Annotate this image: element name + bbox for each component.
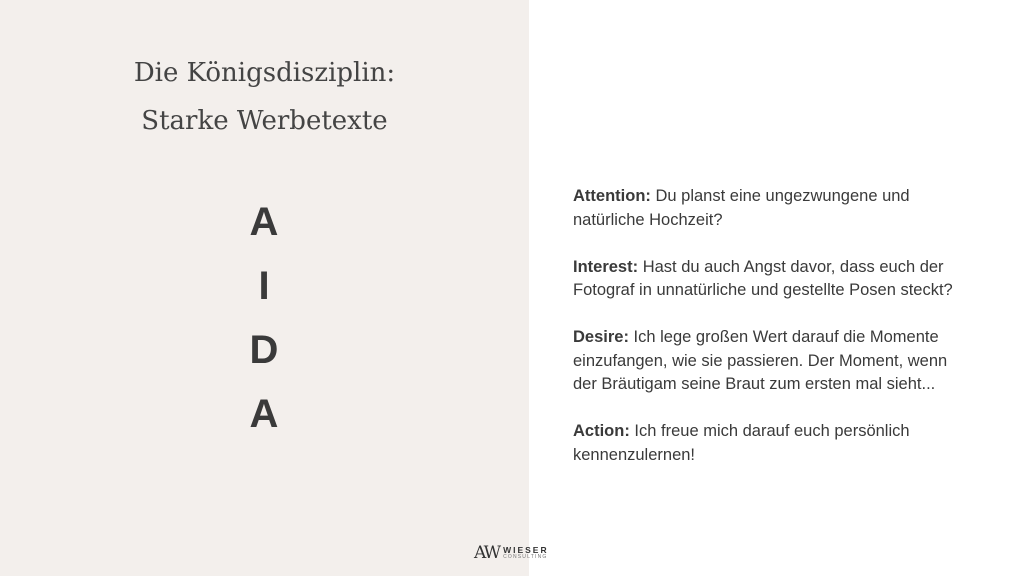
aida-acronym (224, 190, 304, 446)
label-desire: Desire: (573, 328, 629, 346)
logo-subtitle: CONSULTING (503, 554, 548, 561)
paragraph-desire (573, 326, 963, 397)
label-action: Action: (573, 422, 630, 440)
paragraph-attention (573, 185, 963, 232)
text-action: Ich freue mich darauf euch persönlich kennenzulernen! (573, 422, 910, 464)
acronym-letter-interest: I (258, 264, 270, 308)
aida-explanation (573, 185, 963, 491)
paragraph-interest (573, 256, 963, 303)
acronym-letter-attention: A (249, 200, 279, 244)
logo-mark: AW (474, 543, 500, 563)
slide-title-line-1: Die Königsdisziplin: (133, 58, 396, 88)
text-attention: Du planst eine ungezwungene und natürliche Hochzeit? (573, 187, 910, 229)
logo-text (503, 546, 549, 561)
text-desire: Ich lege großen Wert darauf die Momente einzufangen, wie sie passieren. Der Moment, wenn der Bräutigam seine Braut zum ersten mal sieht... (573, 328, 948, 393)
acronym-letter-desire: D (249, 328, 279, 372)
text-interest: Hast du auch Angst davor, dass euch der Fotograf in unnatürliche und gestellte Posen steckt? (573, 257, 953, 299)
acronym-letter-action: A (249, 392, 279, 436)
wieser-consulting-logo (474, 542, 549, 564)
slide-title-line-2: Starke Werbetexte (141, 106, 388, 136)
label-attention: Attention: (573, 187, 651, 205)
paragraph-action (573, 420, 963, 467)
logo-name: WIESER (503, 544, 549, 555)
label-interest: Interest: (573, 257, 639, 276)
